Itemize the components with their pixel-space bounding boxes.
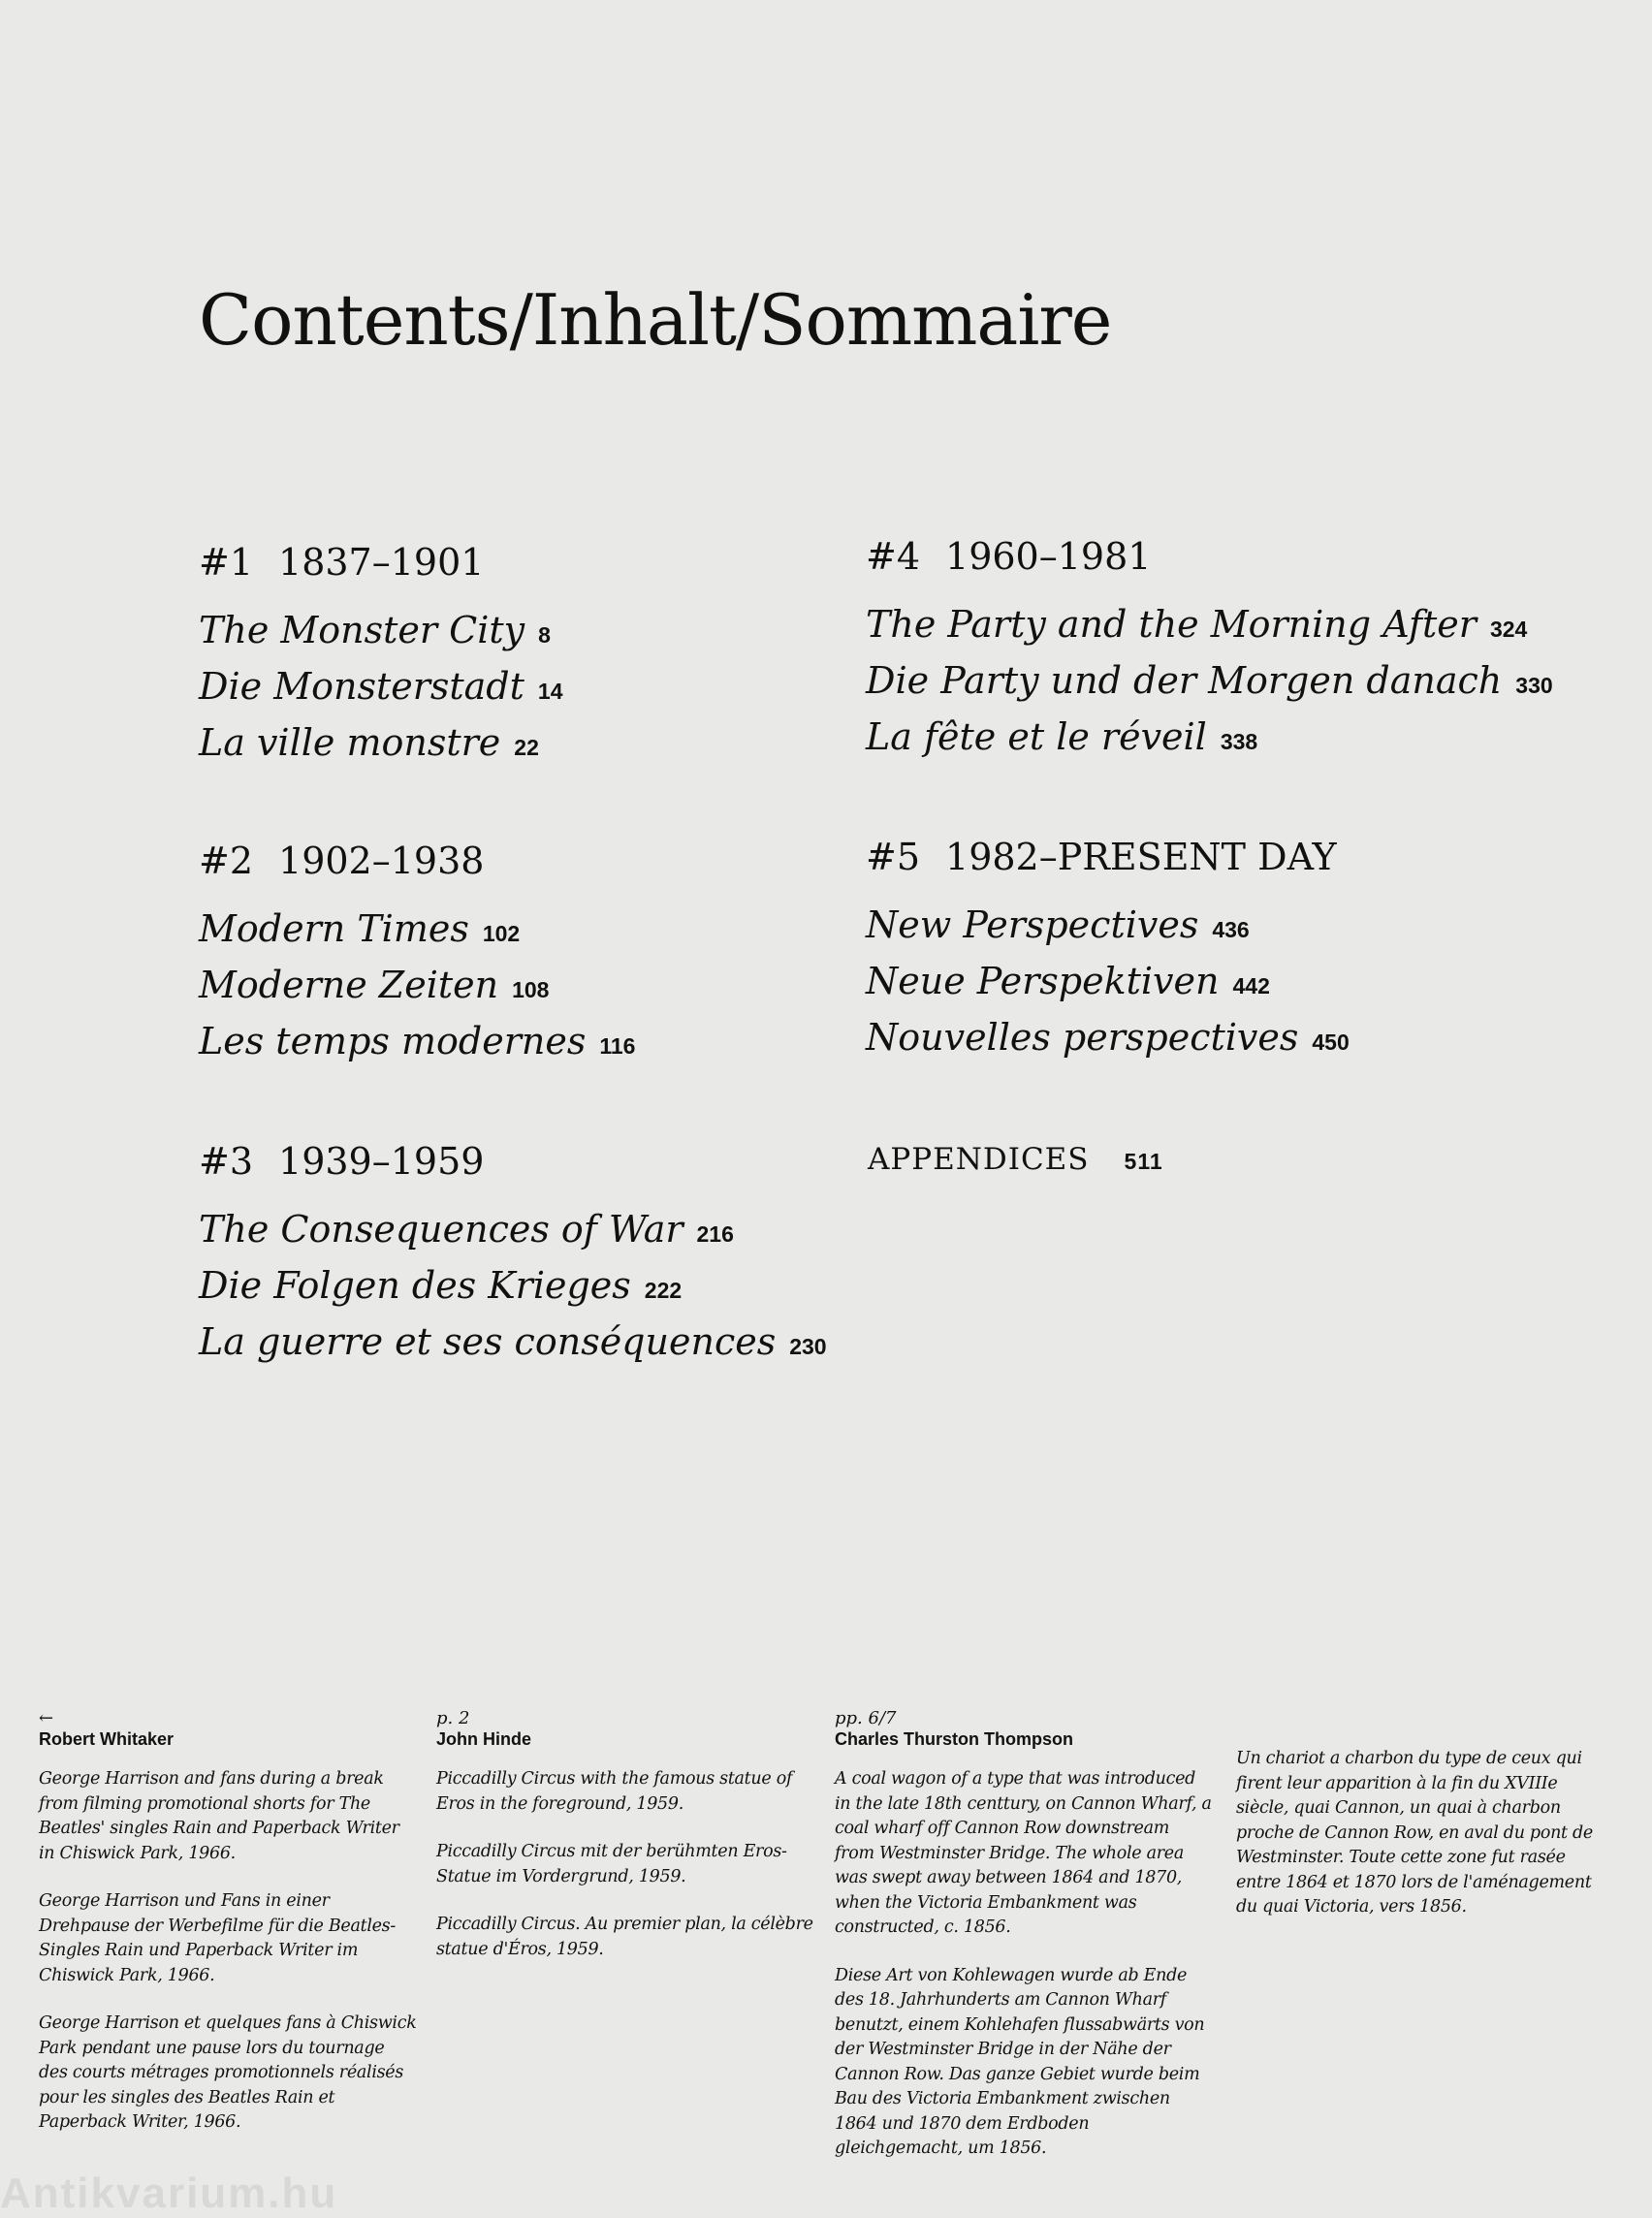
toc-entry[interactable] bbox=[199, 605, 877, 661]
section-number: #1 bbox=[199, 541, 254, 584]
entry-title: Modern Times bbox=[199, 907, 469, 950]
section-number: #4 bbox=[866, 535, 921, 578]
toc-section-3 bbox=[199, 1140, 877, 1373]
caption-text: A coal wagon of a type that was introduced in the late 18th centtury, on Cannon Wharf, a coal wharf off Cannon Row downstream from Westminster Bridge. The whole area was swept away between 1864 and 1870, when the Victoria Embankment was constructed, c. 1856. bbox=[835, 1769, 1212, 1937]
page-number: 338 bbox=[1220, 729, 1258, 754]
section-period: 1982–PRESENT DAY bbox=[945, 836, 1337, 878]
toc-section-1 bbox=[199, 541, 877, 774]
page-number: 8 bbox=[538, 622, 551, 648]
caption-ref: p. 2 bbox=[436, 1708, 470, 1728]
caption-ref: pp. 6/7 bbox=[835, 1708, 897, 1728]
caption-column-1 bbox=[39, 1708, 417, 2159]
page-number: 22 bbox=[514, 735, 539, 760]
section-heading bbox=[866, 836, 1544, 878]
section-period: 1939–1959 bbox=[278, 1140, 485, 1183]
caption-column-2 bbox=[436, 1708, 814, 1985]
caption-text: George Harrison und Fans in einer Drehpause der Werbefilme für die Beatles-Singles Rain und Paperback Writer im Chiswick Park, 1966. bbox=[39, 1891, 396, 1985]
page-number: 216 bbox=[696, 1221, 734, 1247]
section-number: #3 bbox=[199, 1140, 254, 1183]
page-number: 230 bbox=[789, 1334, 827, 1359]
caption-text: Un chariot a charbon du type de ceux qui firent leur apparition à la fin du XVIIIe siècle, quai Cannon, un quai à charbon proche de Cannon Row, en aval du pont de Westminster. Toute cette zone fut rasée entre 1864 et 1870 lors de l'aménagement du quai Victoria, vers 1856. bbox=[1236, 1749, 1593, 1917]
caption-text: Diese Art von Kohlewagen wurde ab Ende des 18. Jahrhunderts am Cannon Wharf benutzt, einem Kohlehafen flussabwärts von der Westminster Bridge in der Nähe der Cannon Row. Das ganze Gebiet wurde beim Bau des Victoria Embankment zwischen 1864 und 1870 dem Erdboden gleichgemacht, um 1856. bbox=[835, 1965, 1205, 2158]
entry-title: Neue Perspektiven bbox=[866, 960, 1220, 1002]
page-number: 330 bbox=[1515, 673, 1553, 698]
toc-appendices[interactable] bbox=[868, 1142, 1163, 1177]
toc-entry[interactable] bbox=[199, 717, 877, 774]
toc-entry[interactable] bbox=[866, 900, 1544, 956]
toc-section-2 bbox=[199, 840, 877, 1072]
entry-title: Les temps modernes bbox=[199, 1020, 587, 1062]
entry-title: Moderne Zeiten bbox=[199, 964, 499, 1006]
toc-entry[interactable] bbox=[199, 1260, 877, 1316]
section-period: 1960–1981 bbox=[945, 535, 1152, 578]
toc-entry[interactable] bbox=[199, 1204, 877, 1260]
caption-column-4 bbox=[1236, 1708, 1614, 1944]
section-number: #2 bbox=[199, 840, 254, 882]
caption-author: Robert Whitaker bbox=[39, 1729, 175, 1749]
page-title: Contents/Inhalt/Sommaire bbox=[199, 279, 1112, 362]
caption-text: George Harrison and fans during a break from filming promotional shorts for The Beatles' singles Rain and Paperback Writer in Chiswick Park, 1966. bbox=[39, 1769, 399, 1863]
section-heading bbox=[866, 535, 1544, 578]
caption-text: Piccadilly Circus mit der berühmten Eros-Statue im Vordergrund, 1959. bbox=[436, 1842, 787, 1886]
page-number: 222 bbox=[644, 1278, 683, 1303]
page-number: 14 bbox=[537, 679, 563, 704]
toc-entry[interactable] bbox=[866, 712, 1544, 768]
section-number: #5 bbox=[866, 836, 921, 878]
toc-section-4 bbox=[866, 535, 1553, 768]
toc-entry[interactable] bbox=[866, 655, 1553, 712]
page-number: 324 bbox=[1489, 617, 1528, 642]
entry-title: The Monster City bbox=[199, 609, 525, 651]
entry-title: La fête et le réveil bbox=[866, 715, 1207, 758]
page-number: 442 bbox=[1232, 973, 1270, 998]
caption-text: Piccadilly Circus. Au premier plan, la célèbre statue d'Éros, 1959. bbox=[436, 1915, 813, 1959]
toc-entry[interactable] bbox=[199, 903, 877, 960]
toc-entry[interactable] bbox=[866, 1012, 1544, 1068]
entry-title: The Consequences of War bbox=[199, 1208, 683, 1251]
toc-entry[interactable] bbox=[866, 599, 1544, 655]
caption-ref: ← bbox=[39, 1708, 54, 1728]
entry-title: The Party and the Morning After bbox=[866, 603, 1477, 646]
section-period: 1837–1901 bbox=[278, 541, 485, 584]
page-number: 511 bbox=[1124, 1149, 1163, 1174]
caption-ref bbox=[1236, 1708, 1614, 1729]
toc-entry[interactable] bbox=[199, 661, 877, 717]
section-heading bbox=[199, 541, 877, 584]
entry-title: Nouvelles perspectives bbox=[866, 1016, 1299, 1059]
entry-title: La ville monstre bbox=[199, 721, 501, 764]
page-number: 108 bbox=[512, 977, 550, 1002]
entry-title: Die Party und der Morgen danach bbox=[866, 659, 1503, 702]
page-number: 116 bbox=[599, 1033, 636, 1059]
entry-title: La guerre et ses conséquences bbox=[199, 1320, 777, 1363]
toc-entry[interactable] bbox=[199, 1316, 877, 1373]
caption-text: Piccadilly Circus with the famous statue of Eros in the foreground, 1959. bbox=[436, 1769, 793, 1814]
section-period: 1902–1938 bbox=[278, 840, 485, 882]
toc-entry[interactable] bbox=[199, 960, 877, 1016]
section-heading bbox=[199, 840, 877, 882]
appendices-label: APPENDICES bbox=[868, 1142, 1090, 1177]
caption-text: George Harrison et quelques fans à Chiswick Park pendant une pause lors du tournage des courts métrages promotionnels réalisés pour les singles des Beatles Rain et Paperback Writer, 1966. bbox=[39, 2013, 417, 2132]
page-number: 436 bbox=[1212, 917, 1250, 942]
entry-title: Die Monsterstadt bbox=[199, 665, 524, 708]
toc-entry[interactable] bbox=[199, 1016, 877, 1072]
watermark: Antikvarium.hu bbox=[0, 2170, 338, 2217]
entry-title: New Perspectives bbox=[866, 903, 1199, 946]
section-heading bbox=[199, 1140, 877, 1183]
caption-author: John Hinde bbox=[436, 1729, 531, 1749]
caption-column-3 bbox=[835, 1708, 1213, 2185]
page-number: 102 bbox=[482, 921, 521, 946]
page-number: 450 bbox=[1312, 1030, 1350, 1055]
entry-title: Die Folgen des Krieges bbox=[199, 1264, 631, 1307]
toc-section-5 bbox=[866, 836, 1544, 1068]
caption-author: Charles Thurston Thompson bbox=[835, 1729, 1074, 1749]
toc-entry[interactable] bbox=[866, 956, 1544, 1012]
